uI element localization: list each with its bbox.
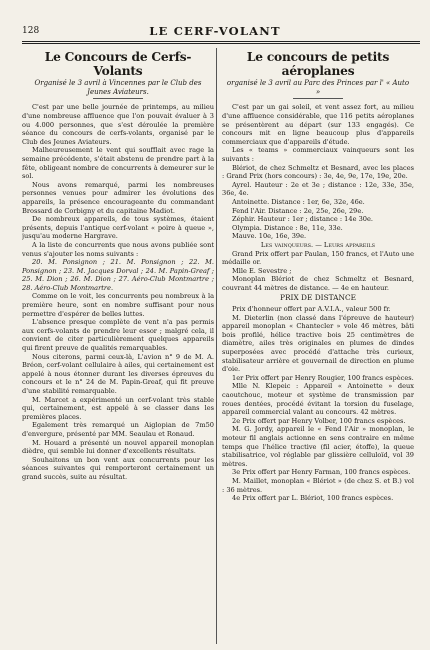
paragraph: Souhaitons un bon vent aux concurrents pour les séances suivantes qui remporteront certainement un grand succès, suite au résultat. bbox=[22, 455, 214, 481]
competitor-list: 20. M. Ponsignon ; 21. M. Ponsignon ; 22. M. Ponsignon ; 23. M. Jacques Dorval ; 24. M. Papin-Greaf ; 25. M. Dion ; 26. M. Dion ; 27. Aéro-Club Montmartre ; 28. Aéro-Club Montmartre. bbox=[22, 258, 214, 292]
header-rule-2 bbox=[22, 43, 420, 44]
article-title: Le concours de petits aéroplanes bbox=[246, 50, 390, 78]
paragraph: Nous citerons, parmi ceux-là, L'avion n° 9 de M. A. Bréon, cerf-volant cellulaire à ailes, qui certainement est appelé à nous étonner durant les diverses épreuves du concours et le n° 24 de M. Papin-Greaf, qui fit preuve d'une stabilité remarquable. bbox=[22, 352, 214, 395]
paragraph: Malheureusement le vent qui soufflait avec rage la semaine précédente, s'était abstenu de prendre part à la fête, obligeant nombre de concurrents à demeurer sur le sol. bbox=[22, 146, 214, 181]
distance-heading: PRIX DE DISTANCE bbox=[279, 293, 357, 303]
paragraph: 2e Prix offert par Henry Volber, 100 francs espèces. bbox=[232, 416, 406, 425]
page-header bbox=[0, 0, 430, 40]
paragraph: Mlle E. Sevestre ; bbox=[232, 266, 292, 275]
paragraph: Monoplan Blériot de chez Schmeltz et Besnard, couvrant 44 mètres de distance. — 4e en hauteur. bbox=[222, 275, 414, 292]
right-article bbox=[222, 50, 414, 646]
result-entry: Olympia. Distance : 8e, 11e, 33e. bbox=[232, 223, 343, 232]
article-subtitle: organisé le 3 avril au Parc des Princes par l' « Auto » bbox=[226, 79, 410, 96]
paragraph: 1er Prix offert par Henry Rougier, 100 francs espèces. bbox=[232, 373, 414, 382]
result-entry: Ayrel. Hauteur : 2e et 3e ; distance : 12e, 33e, 35e, 36e, 4e. bbox=[222, 180, 414, 198]
paragraph: M. Dieterlin (non classé dans l'épreuve de hauteur) appareil monoplan « Chantecler » vole 46 mètres, bâti bois profilé, hélice tractive bois 25 centimètres de diamètre, ailes très originales en plumes de dindes superposées avec procédé d'attache très curieux, stabilisateur arrière et gouvernail de direction en plume d'oie. bbox=[222, 313, 414, 374]
article-title: Le Concours de Cerfs-Volants bbox=[44, 50, 192, 78]
paragraph: De nombreux appareils, de tous systèmes, étaient présents, depuis l'antique cerf-volant « poire à queue », jusqu'au moderne Hargrave. bbox=[22, 215, 214, 241]
paragraph: A la liste de concurrents que nous avons publiée sont venus s'ajouter les noms suivants : bbox=[22, 240, 214, 258]
result-entry: Blériot, de chez Schmeltz et Besnard, avec les places : Grand Prix (hors concours) : 3e, 4e, 9e, 17e, 19e, 20e. bbox=[222, 163, 414, 181]
paragraph: C'est par une belle journée de printemps, au milieu d'une nombreuse affluence que l'on pouvait évaluer à 3 ou 4.000 personnes, que s'est déroulée la première séance du concours de cerfs-volants, organisé par le Club des Jeunes Aviateurs. bbox=[22, 103, 214, 146]
column-divider bbox=[216, 48, 217, 644]
paragraph: Mlle N. Klepeic : Appareil « Antoinette » deux caoutchouc, moteur et système de transmission par roues dentées, procédé évitant la torsion du fuselage, appareil commercial valant au concours. 42 mètres. bbox=[222, 382, 414, 417]
article-subtitle: Organisé le 3 avril à Vincennes par le Club des Jeunes Aviateurs. bbox=[34, 79, 202, 96]
result-entry: Antoinette. Distance : 1er, 6e, 32e, 46e. bbox=[232, 197, 365, 206]
left-article bbox=[22, 50, 214, 646]
title-separator bbox=[93, 98, 143, 99]
result-entry: Mauve. 10e, 16e, 39e. bbox=[232, 232, 307, 241]
paragraph: C'est par un gai soleil, et vent assez fort, au milieu d'une affluence considérable, que 116 petits aéroplanes se présentèrent au départ (sur 133 engagés). Ce concours mit en ligne beaucoup plus d'appareils commerciaux que d'appareils d'étude. bbox=[222, 103, 414, 146]
paragraph: M. Maillet, monoplan « Blériot » (de chez S. et B.) vol : 36 mètres. bbox=[222, 476, 414, 494]
paragraph: Prix d'honneur offert par A.V.I.A., valeur 500 fr. bbox=[232, 305, 391, 314]
result-entry: Zéphir. Hauteur : 1er ; distance : 14e 30e. bbox=[232, 215, 373, 224]
paragraph: Comme on le voit, les concurrents peu nombreux à la première heure, sont en nombre suffisant pour nous permettre d'espérer de belles luttes. bbox=[22, 292, 214, 318]
title-separator bbox=[293, 98, 343, 99]
paragraph: Egalement très remarqué un Aiglopian de 7m50 d'envergure, présenté par MM. Seaulau et Ronaud. bbox=[22, 421, 214, 438]
paragraph: Nous avons remarqué, parmi les nombreuses personnes venues pour admirer les évolutions des appareils, la présence encourageante du commandant Brossard de Corbigny et du capitaine Madiot. bbox=[22, 180, 214, 215]
paragraph: M. Marcet a expérimenté un cerf-volant très stable qui, certainement, est appelé à se classer dans les premières places. bbox=[22, 395, 214, 421]
paragraph: M. G. Jordy, appareil le « Fend l'Air » monoplan, le moteur fil anglais actionne en sens contraire en même temps que l'hélice tractive (fil acier, étoffe), la queue stabilisatrice, vol réglable par glissière celluloïd, vol 39 mètres. bbox=[222, 425, 414, 468]
paragraph: 4e Prix offert par L. Blériot, 100 francs espèces. bbox=[232, 494, 394, 503]
page-number: 128 bbox=[22, 26, 40, 36]
paragraph: Grand Prix offert par Paulan, 150 francs, et l'Auto une médaille or. bbox=[222, 249, 414, 267]
result-entry: Fend l'Air. Distance : 2e, 25e, 26e, 29e. bbox=[232, 206, 364, 215]
winners-heading: Les vainqueurs. — Leurs appareils bbox=[260, 240, 376, 249]
paragraph: Les « teams » commerciaux vainqueurs sont les suivants : bbox=[222, 146, 414, 163]
paragraph: 3e Prix offert par Henry Farman, 100 francs espèces. bbox=[232, 468, 411, 477]
paragraph: M. Houard a présenté un nouvel appareil monoplan dièdre, qui semble lui donner d'excellents résultats. bbox=[22, 438, 214, 456]
journal-title: LE CERF-VOLANT bbox=[149, 24, 281, 38]
paragraph: L'absence presque complète de vent n'a pas permis aux cerfs-volants de prendre leur essor ; malgré cela, il convient de citer particulièrement quelques appareils qui firent preuve de qualités remarquables. bbox=[22, 318, 214, 353]
header-rule bbox=[22, 41, 420, 42]
